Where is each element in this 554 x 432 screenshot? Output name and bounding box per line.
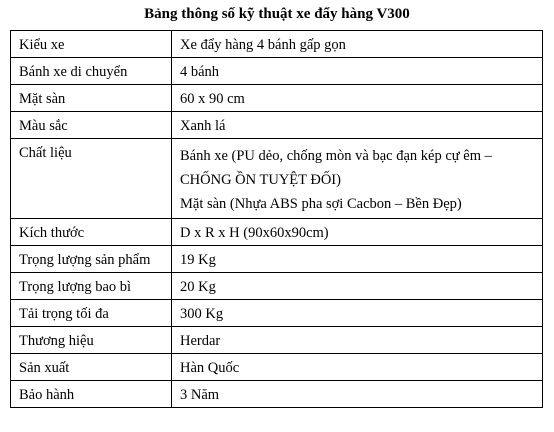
row-value: 4 bánh — [172, 58, 543, 85]
table-row — [11, 31, 543, 58]
table-row — [11, 112, 543, 139]
table-row — [11, 219, 543, 246]
material-line: Bánh xe (PU dẻo, chống mòn và bạc đạn kép cự êm – — [180, 148, 492, 164]
row-label: Trọng lượng sản phẩm — [11, 246, 172, 273]
table-row — [11, 327, 543, 354]
table-row — [11, 58, 543, 85]
row-label: Mặt sàn — [11, 85, 172, 112]
row-label: Thương hiệu — [11, 327, 172, 354]
table-row — [11, 300, 543, 327]
row-label: Sản xuất — [11, 354, 172, 381]
row-value: Hàn Quốc — [172, 354, 543, 381]
row-value: 60 x 90 cm — [172, 85, 543, 112]
table-row — [11, 246, 543, 273]
row-label: Chất liệu — [11, 139, 172, 219]
row-value: 3 Năm — [172, 381, 543, 408]
row-label: Tải trọng tối đa — [11, 300, 172, 327]
material-line: CHỐNG ỒN TUYỆT ĐỐI) — [180, 172, 341, 188]
row-value: D x R x H (90x60x90cm) — [172, 219, 543, 246]
row-value: Xanh lá — [172, 112, 543, 139]
row-label: Bánh xe di chuyển — [11, 58, 172, 85]
row-value: 20 Kg — [172, 273, 543, 300]
table-row — [11, 381, 543, 408]
row-value: 19 Kg — [172, 246, 543, 273]
table-row — [11, 273, 543, 300]
row-value: Xe đẩy hàng 4 bánh gấp gọn — [172, 31, 543, 58]
spec-table — [10, 30, 543, 408]
row-label: Màu sắc — [11, 112, 172, 139]
row-label: Kích thước — [11, 219, 172, 246]
material-line: Mặt sàn (Nhựa ABS pha sợi Cacbon – Bền Đẹp) — [180, 196, 462, 212]
table-row — [11, 85, 543, 112]
table-row — [11, 139, 543, 219]
row-value: Herdar — [172, 327, 543, 354]
row-label: Trọng lượng bao bì — [11, 273, 172, 300]
row-value: 300 Kg — [172, 300, 543, 327]
table-title: Bảng thông số kỹ thuật xe đẩy hàng V300 — [144, 6, 410, 22]
row-value-multiline — [172, 139, 543, 219]
row-label: Bảo hành — [11, 381, 172, 408]
row-label: Kiểu xe — [11, 31, 172, 58]
table-row — [11, 354, 543, 381]
